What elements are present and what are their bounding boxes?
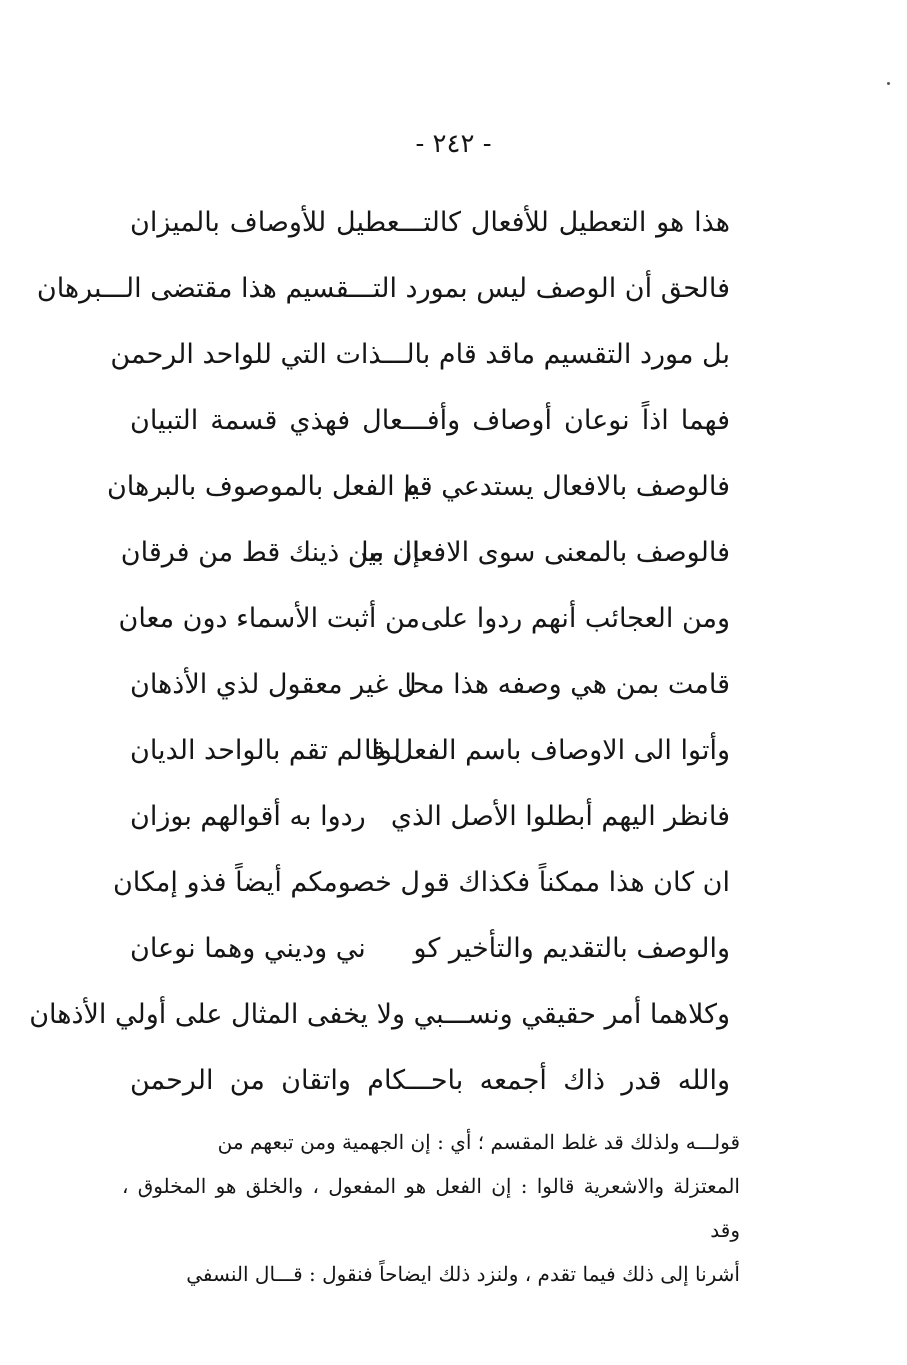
- verse-second-hemistich: ل غير معقول لذي الأذهان: [130, 669, 417, 700]
- verse-second-hemistich: م الفعل بالموصوف بالبرهان: [106, 471, 420, 502]
- verse-text: فهما اذاً نوعان أوصاف وأفـــعال فهذي قسمة التبيان: [130, 405, 730, 436]
- verse-line: [112, 850, 730, 916]
- verse-second-hemistich: ني وديني وهما نوعان: [130, 933, 366, 964]
- verse-line: [36, 256, 730, 322]
- verse-line: [130, 388, 730, 454]
- commentary-line: أشرنا إلى ذلك فيما تقدم ، ولنزد ذلك ايضاحاً فنقول : قـــال النسفي: [186, 1262, 740, 1286]
- verse-text: والله قدر ذاك أجمعه باحـــكام واتقان من الرحمن: [130, 1065, 730, 1096]
- verse-line: [130, 916, 730, 982]
- verse-first-hemistich: فالوصف بالمعنى سوى الافعال ما: [361, 537, 730, 568]
- verse-line: [29, 982, 730, 1048]
- commentary-line: قولـــه ولذلك قد غلط المقسم ؛ أي : إن الجهمية ومن تبعهم من: [217, 1130, 740, 1154]
- verse-first-hemistich: ان كان هذا ممكناً فكذاك قو: [422, 867, 730, 898]
- verse-text: بل مورد التقسيم ماقد قام بالـــذات التي للواحد الرحمن: [110, 339, 730, 370]
- verse-second-hemistich: من أثبت الأسماء دون معان: [118, 603, 420, 634]
- verse-line: [106, 454, 730, 520]
- verse-line: [118, 586, 730, 652]
- verse-line: [130, 190, 730, 256]
- verse-line: [110, 322, 730, 388]
- verse-line: [130, 718, 730, 784]
- verse-text: وكلاهما أمر حقيقي ونســـبي ولا يخفى المثال على أولي الأذهان: [29, 999, 730, 1030]
- verse-text: هذا هو التعطيل للأفعال كالتـــعطيل للأوصاف بالميزان: [130, 207, 730, 238]
- poem-verses: [29, 190, 730, 1114]
- verse-first-hemistich: والوصف بالتقديم والتأخير كو: [413, 933, 730, 964]
- verse-line: [130, 1048, 730, 1114]
- verse-second-hemistich: إن بين ذينك قط من فرقان: [120, 537, 420, 568]
- verse-line: [130, 784, 730, 850]
- verse-first-hemistich: وأتوا الى الاوصاف باسم الفعل قا: [363, 735, 730, 766]
- verse-first-hemistich: ومن العجائب أنهم ردوا على: [420, 603, 730, 634]
- page-number: - ٢٤٢ -: [415, 129, 492, 159]
- verse-line: [130, 652, 730, 718]
- verse-second-hemistich: ردوا به أقوالهم بوزان: [130, 801, 366, 832]
- verse-first-hemistich: قامت بمن هي وصفه هذا محا: [404, 669, 730, 700]
- verse-text: فالحق أن الوصف ليس بمورد التـــقسيم هذا مقتضى الـــبرهان: [36, 273, 730, 304]
- commentary-line: المعتزلة والاشعرية قالوا : إن الفعل هو المفعول ، والخلق هو المخلوق ، وقد: [122, 1174, 740, 1242]
- commentary-block: [122, 1120, 740, 1296]
- verse-second-hemistich: لوا لم تقم بالواحد الديان: [130, 735, 402, 766]
- scan-speck: [887, 82, 890, 85]
- verse-second-hemistich: ل خصومكم أيضاً فذو إمكان: [112, 867, 420, 898]
- verse-first-hemistich: فالوصف بالافعال يستدعي قيا: [403, 471, 730, 502]
- verse-first-hemistich: فانظر اليهم أبطلوا الأصل الذي: [390, 801, 730, 832]
- verse-line: [120, 520, 730, 586]
